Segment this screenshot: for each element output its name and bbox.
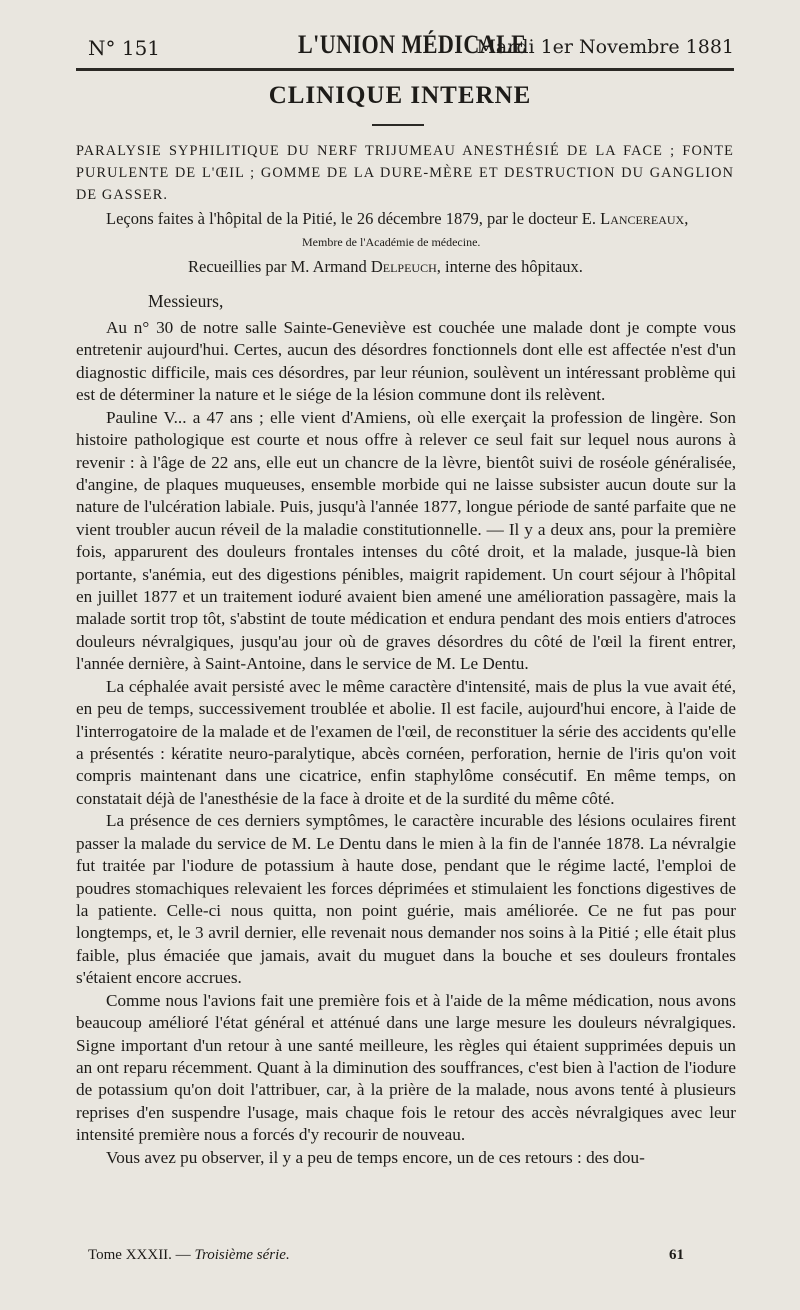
- article-body: [76, 317, 736, 1169]
- paragraph: Pauline V... a 47 ans ; elle vient d'Amiens, où elle exerçait la profession de lingère. Son histoire pathologique est courte et nous offre à relever ce seul fait sur lequel nous aurons à revenir : à l'âge de 22 ans, elle eut un chancre de la lèvre, bientôt suivi de roséole généralisée, d'angine, de plaques muqueuses, ensemble morbide qui ne laisse subsister aucun doute sur la nature de l'ulcération labiale. Puis, jusqu'à l'année 1877, longue période de santé parfaite que ne vient troubler aucun réveil de la maladie constitutionnelle. — Il y a deux ans, pour la première fois, apparurent des douleurs frontales intenses du côté droit, et la malade, jusque-là bien portante, s'anémia, eut des digestions pénibles, maigrit rapidement. Un court séjour à l'hôpital en juillet 1877 et un traitement ioduré avaient bien amené une amélioration passagère, mais la malade sortit trop tôt, s'abstint de toute médication et endura pendant des mois entiers d'atroces douleurs névralgiques, jusqu'au jour où de graves désordres du côté de l'œil la firent entrer, l'année dernière, à Saint-Antoine, dans le service de M. Le Dentu.: [76, 407, 736, 674]
- section-title: CLINIQUE INTERNE: [268, 82, 532, 109]
- collected-suffix: , interne des hôpitaux.: [436, 257, 583, 276]
- collected-by: [188, 257, 583, 277]
- author-title: Membre de l'Académie de médecine.: [302, 235, 481, 249]
- series-text: Troisième série.: [194, 1247, 290, 1263]
- running-header: [88, 30, 734, 66]
- collector-name: Delpeuch: [370, 257, 437, 276]
- issue-date: Mardi 1er Novembre 1881: [476, 36, 734, 58]
- journal-title: L'UNION MÉDICALE: [298, 30, 527, 59]
- author-name: Lancereaux,: [600, 209, 689, 228]
- collected-prefix: Recueillies par M. Armand: [188, 257, 371, 276]
- paragraph: Au n° 30 de notre salle Sainte-Geneviève est couchée une malade dont je compte vous entretenir aujourd'hui. Certes, aucun des désordres fonctionnels dont elle est affectée n'est d'un diagnostic difficile, mais ces désordres, par leur réunion, soulèvent un intéressant problème qui est de déterminer la nature et le siége de la lésion commune dont ils relèvent.: [76, 318, 736, 405]
- issue-number: N° 151: [88, 36, 161, 60]
- lecture-credit: [106, 207, 746, 231]
- paragraph: La présence de ces derniers symptômes, le caractère incurable des lésions oculaires firent passer la malade du service de M. Le Dentu dans le mien à la fin de l'année 1878. La névralgie fut traitée par l'iodure de potassium à haute dose, pendant que le régime lacté, l'emploi de poudres stomachiques relevaient les forces déprimées et stimulaient les fonctions digestives de la patiente. Celle-ci nous quitta, non point guérie, mais améliorée. Ce ne fut pas pour longtemps, et, le 3 avril dernier, elle revenait nous demander nos soins à la Pitié ; elle était plus faible, plus émaciée que jamais, avait du muguet dans la bouche et ses douleurs frontales s'étaient encore accrues.: [76, 811, 736, 988]
- tome-text: Tome XXXII. —: [88, 1247, 195, 1263]
- page-footer: [88, 1247, 684, 1269]
- paragraph: Vous avez pu observer, il y a peu de temps encore, un de ces retours : des dou-: [106, 1147, 645, 1167]
- title-rule: [372, 124, 424, 126]
- article-subject: PARALYSIE SYPHILITIQUE DU NERF TRIJUMEAU ANESTHÉSIÉ DE LA FACE ; FONTE PURULENTE DE L'ŒIL ; GOMME DE LA DURE-MÈRE ET DESTRUCTION DU GANGLION DE GASSER.: [76, 143, 734, 203]
- header-rule: [76, 68, 734, 71]
- page-number: 61: [669, 1247, 684, 1263]
- salutation: Messieurs,: [148, 291, 224, 311]
- paragraph: La céphalée avait persisté avec le même caractère d'intensité, mais de plus la vue avait été, en peu de temps, successivement troublée et abolie. Il est facile, aujourd'hui encore, à l'aide de l'interrogatoire de la malade et de l'examen de l'œil, de reconstituer la série des accidents qu'elle a présentés : kératite neuro-paralytique, abcès cornéen, perforation, hernie de l'iris qu'on voit compris maintenant dans une cicatrice, enfin staphylôme consécutif. En même temps, on constatait déjà de l'anesthésie de la face à droite et de la surdité du même côté.: [76, 676, 736, 808]
- lecture-prefix: Leçons faites à l'hôpital de la Pitié, le 26 décembre 1879, par le docteur E.: [106, 209, 601, 228]
- paragraph: Comme nous l'avions fait une première fois et à l'aide de la même médication, nous avons beaucoup amélioré l'état général et atténué dans une large mesure les douleurs névralgiques. Signe important d'un retour à une santé meilleure, les règles qui étaient supprimées depuis un an ont reparu récemment. Quant à la diminution des souffrances, c'est bien à l'action de l'iodure de potassium qu'on doit l'attribuer, car, à la prière de la malade, nous avons tenté à plusieurs reprises d'en suspendre l'usage, mais chaque fois le retour des accès névralgiques avec leur intensité première nous a forcés d'y recourir de nouveau.: [76, 990, 736, 1145]
- tome-label: [88, 1247, 290, 1264]
